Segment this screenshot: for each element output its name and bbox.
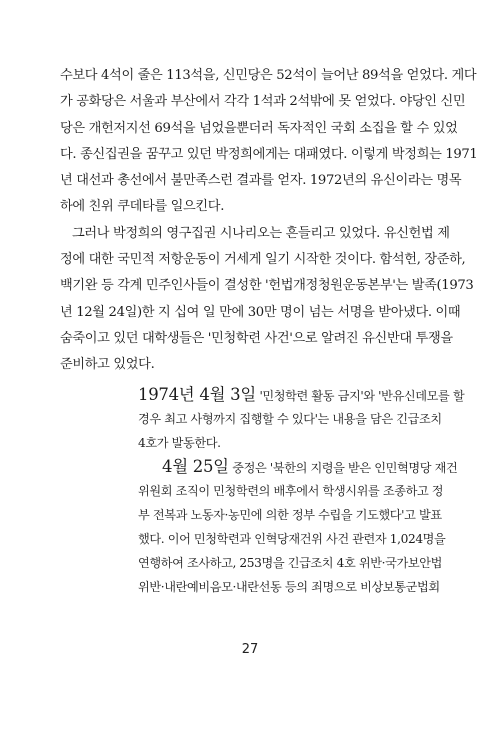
inset-line: 연행하여 조사하고, 253명을 긴급조치 4호 위반·국가보안법	[138, 556, 442, 570]
inset-line	[138, 455, 458, 479]
timeline-date: 4월 25일	[162, 457, 229, 476]
text-line: 가 공화당은 서울과 부산에서 각각 1석과 2석밖에 못 얻었다. 야당인 신민	[60, 94, 466, 110]
main-body-text	[60, 63, 478, 379]
inset-line: 위반·내란예비음모·내란선동 등의 죄명으로 비상보통군법회	[138, 580, 440, 594]
text-line: 하에 친위 쿠데타를 일으킨다.	[60, 199, 225, 215]
text-line: 년 12월 24일)한 지 십여 일 만에 30만 명이 넘는 서명을 받아냈다. 이때	[60, 304, 461, 320]
inset-line-text: 중정은 '북한의 지령을 받은 인민혁명당 재건	[228, 461, 458, 475]
inset-line: 4호가 발동한다.	[138, 436, 221, 450]
inset-line-text: '민청학련 활동 금지'와 '반유신데모를 할	[256, 389, 465, 403]
text-line: 정에 대한 국민적 저항운동이 거세게 일기 시작한 것이다. 함석헌, 장준하,	[60, 252, 466, 268]
timeline-inset-text	[138, 383, 465, 599]
text-line: 준비하고 있었다.	[60, 357, 155, 373]
timeline-date: 1974년 4월 3일	[138, 385, 256, 404]
text-line: 년 대선과 총선에서 불만족스런 결과를 얻자. 1972년의 유신이라는 명목	[60, 173, 462, 189]
inset-line: 했다. 이어 민청학련과 인혁당재건위 사건 관련자 1,024명을	[138, 532, 446, 546]
text-line: 수보다 4석이 줄은 113석을, 신민당은 52석이 늘어난 89석을 얻었다. 게다	[60, 68, 477, 83]
text-line: 다. 종신집권을 꿈꾸고 있던 박정희에게는 대패였다. 이렇게 박정희는 1971	[60, 146, 478, 162]
inset-line: 위원회 조직이 민청학련의 배후에서 학생시위를 조종하고 정	[138, 484, 444, 498]
inset-line: 경우 최고 사형까지 집행할 수 있다'는 내용을 담은 긴급조치	[138, 412, 442, 426]
text-line: 그러나 박정희의 영구집권 시나리오는 흔들리고 있었다. 유신헌법 제	[72, 225, 450, 241]
inset-line: 부 전복과 노동자·농민에 의한 정부 수립을 기도했다'고 발표	[138, 508, 442, 522]
page-number: 27	[241, 642, 259, 657]
inset-line	[138, 383, 465, 407]
text-line: 백기완 등 각계 민주인사들이 결성한 '헌법개정청원운동본부'는 발족(1973	[60, 278, 474, 294]
text-line: 당은 개헌저지선 69석을 넘었을뿐더러 독자적인 국회 소집을 할 수 있었	[60, 120, 458, 136]
text-line: 숨죽이고 있던 대학생들은 '민청학련 사건'으로 알려진 유신반대 투쟁을	[60, 330, 453, 346]
